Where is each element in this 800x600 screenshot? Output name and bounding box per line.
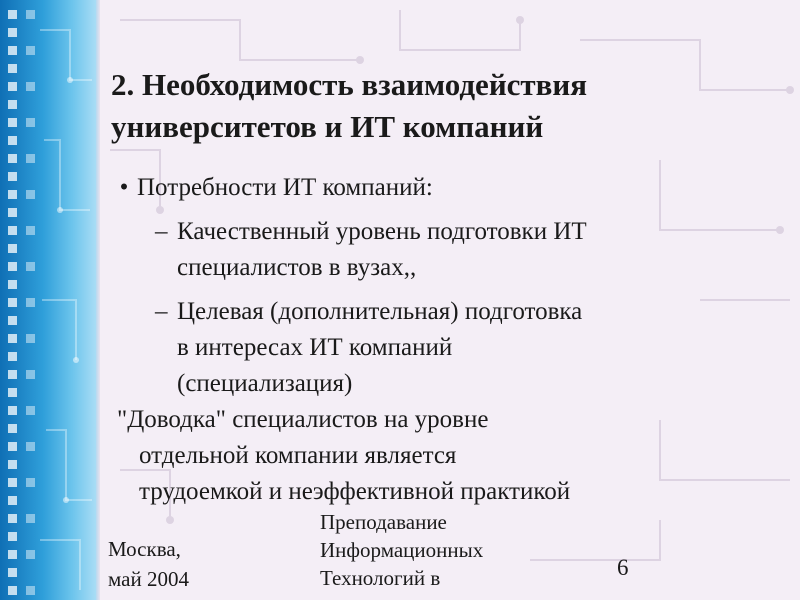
- dash-icon: –: [155, 298, 168, 325]
- footer-center-line: Информационных: [320, 538, 484, 562]
- closing-paragraph: [117, 402, 570, 510]
- title-line: университетов и ИТ компаний: [111, 109, 544, 144]
- sub-item-line: Качественный уровень подготовки ИТ: [177, 218, 587, 245]
- sub-item-line: (специализация): [177, 370, 353, 397]
- footer-course-title: [320, 508, 483, 592]
- bullet-item: [111, 170, 433, 206]
- paragraph-line: трудоемкой и неэффективной практикой: [139, 478, 571, 505]
- paragraph-line: "Доводка" специалистов на уровне: [117, 406, 489, 433]
- decorative-side-strip: [0, 0, 96, 600]
- dash-icon: –: [155, 218, 168, 245]
- footer-center-line: Преподавание: [320, 510, 447, 534]
- sub-item: [155, 294, 582, 402]
- footer-left-line: Москва,: [108, 537, 181, 561]
- sub-item-line: в интересах ИТ компаний: [177, 334, 453, 361]
- page-number: 6: [617, 555, 629, 580]
- bullet-icon: •: [119, 174, 129, 201]
- footer-center-line: Технологий в: [320, 566, 441, 590]
- footer-left-line: май 2004: [108, 567, 189, 591]
- sub-item-line: специалистов в вузах,,: [177, 254, 417, 281]
- sub-item: [155, 214, 587, 286]
- circuit-pattern-icon: [0, 0, 96, 600]
- slide-title: [111, 64, 751, 148]
- bullet-text: Потребности ИТ компаний:: [137, 174, 433, 201]
- sub-item-line: Целевая (дополнительная) подготовка: [177, 298, 583, 325]
- footer-location-date: [108, 534, 189, 594]
- title-line: 2. Необходимость взаимодействия: [111, 67, 588, 102]
- paragraph-line: отдельной компании является: [139, 442, 457, 469]
